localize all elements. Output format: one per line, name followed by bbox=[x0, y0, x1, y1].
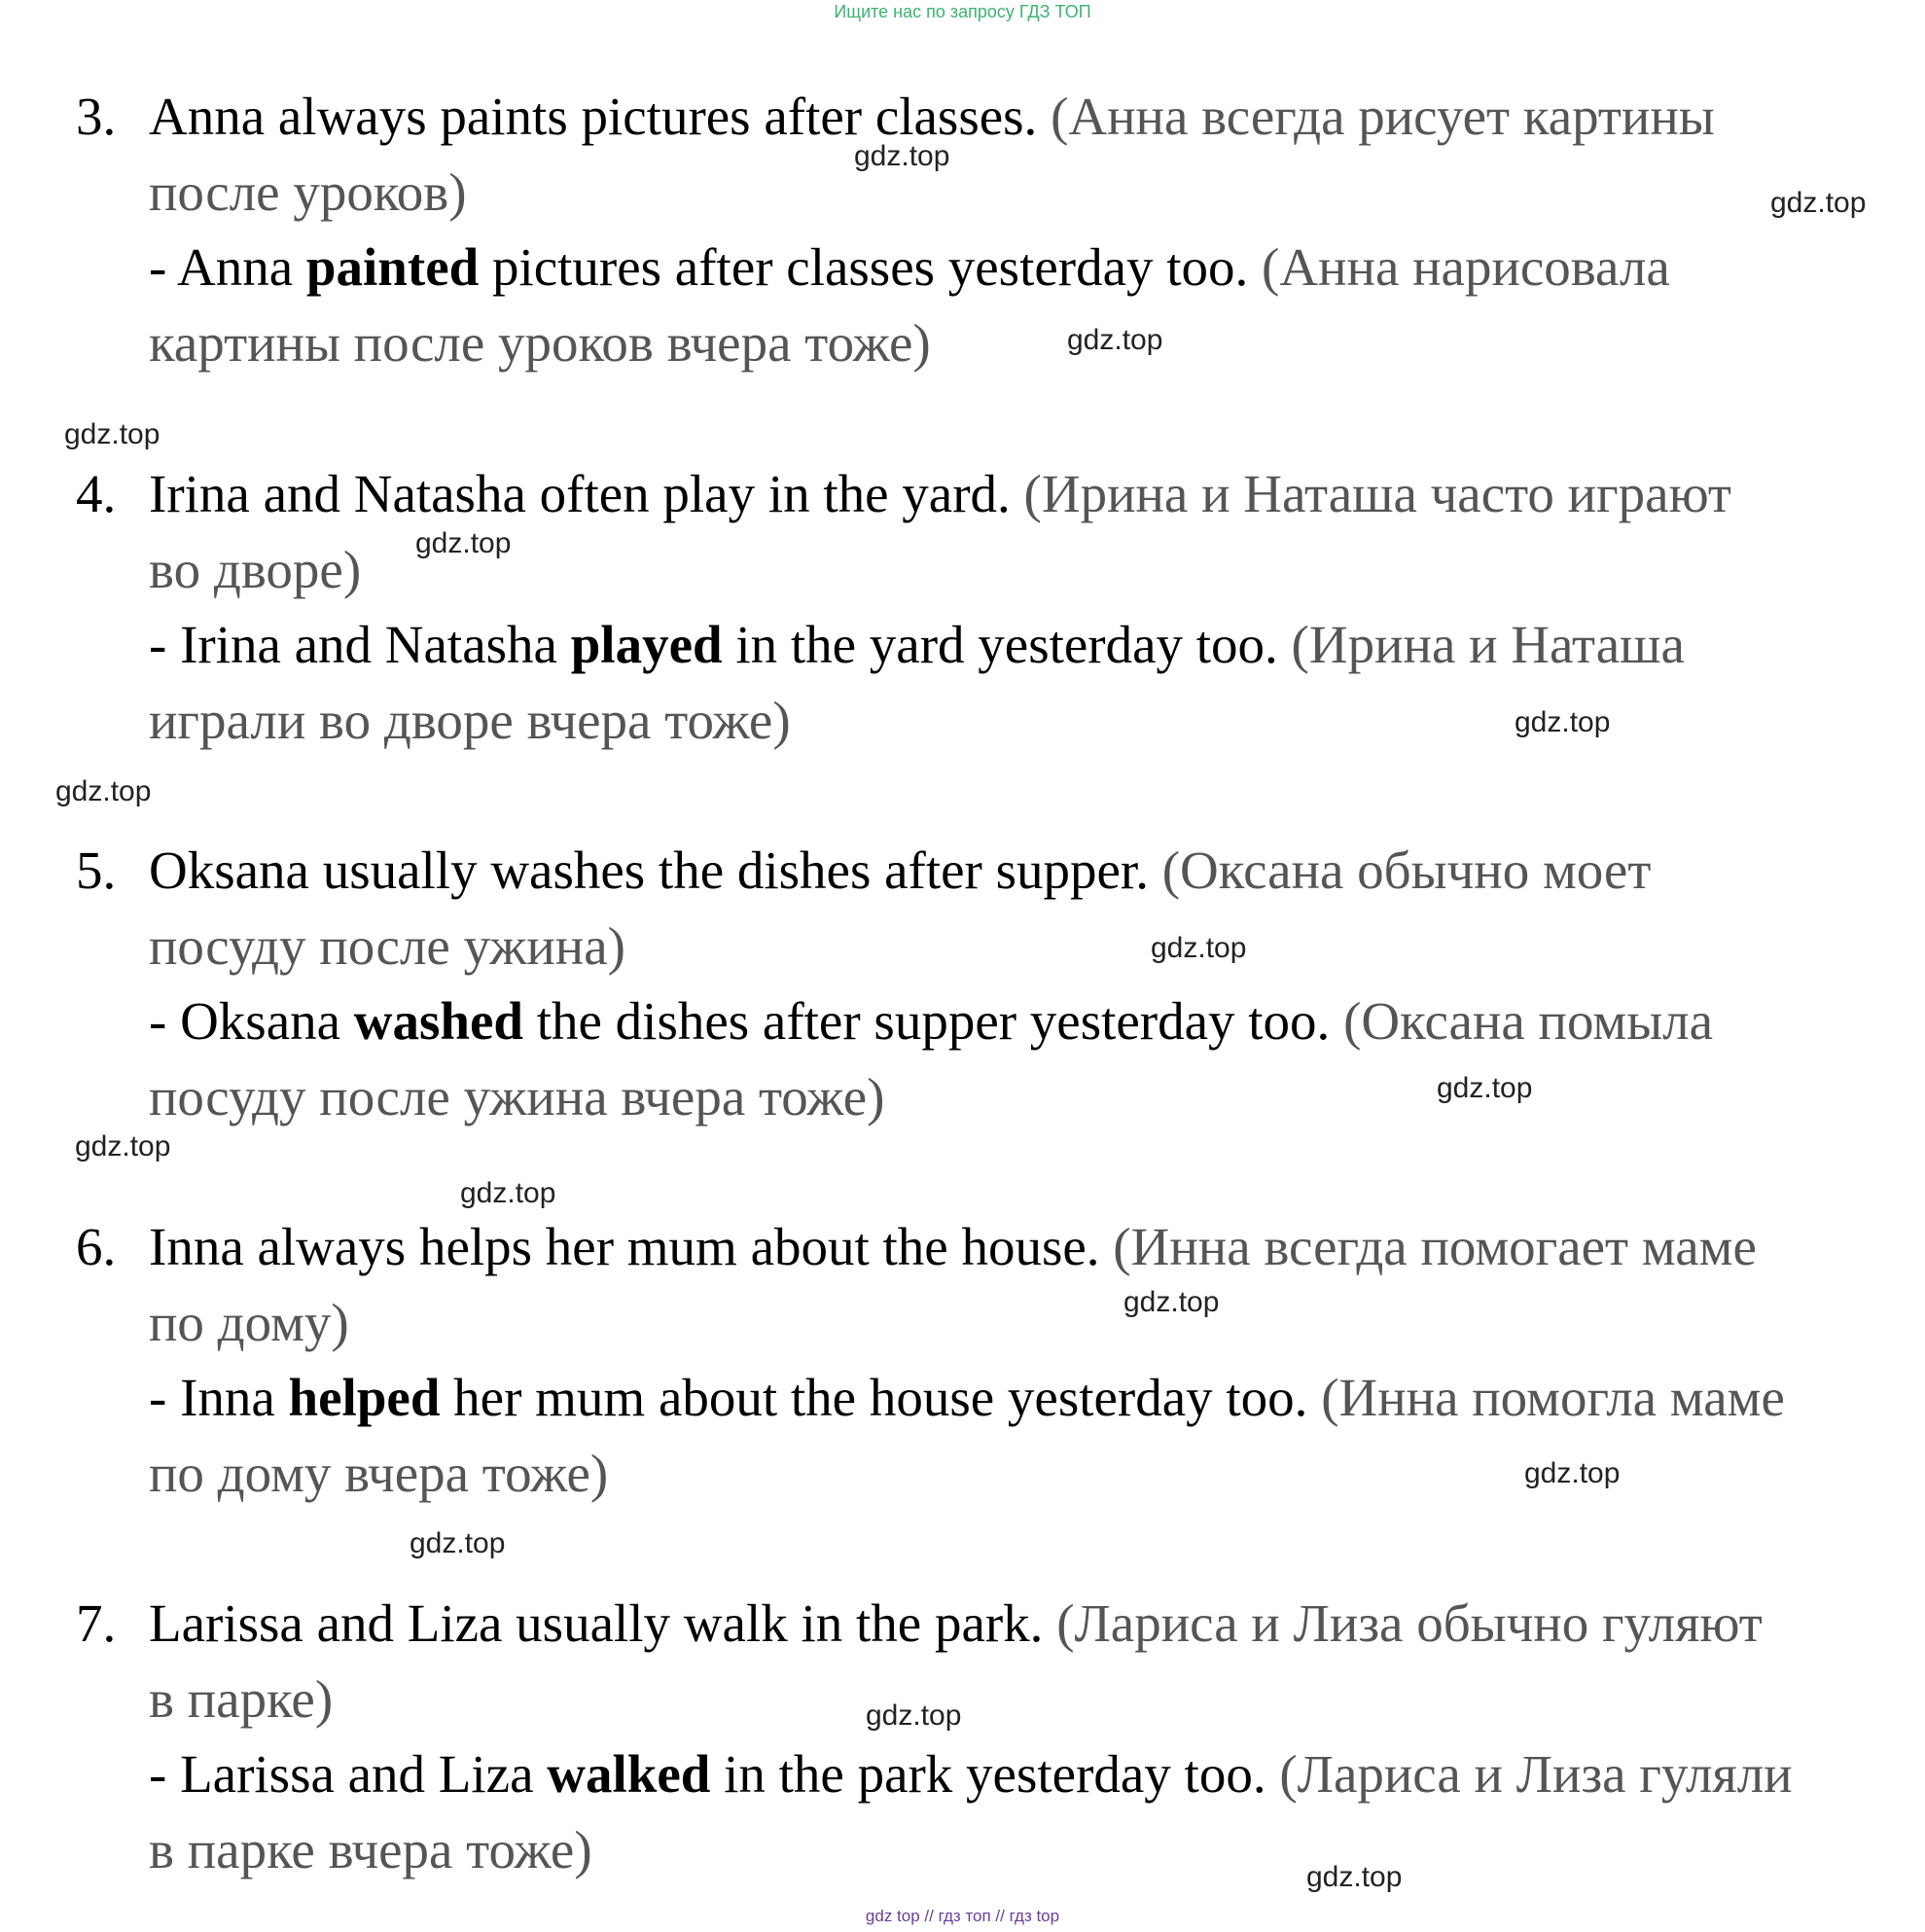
item-number: 6. bbox=[76, 1217, 117, 1276]
sentence-line-1: Irina and Natasha often play in the yard. (Ирина и Наташа часто играют bbox=[149, 464, 1731, 523]
answer-verb: painted bbox=[305, 237, 480, 297]
answer-line-2: посуду после ужина вчера тоже) bbox=[149, 1067, 885, 1127]
item-number: 7. bbox=[76, 1593, 117, 1653]
sentence-line-2: после уроков) bbox=[149, 162, 467, 222]
watermark: gdz.top bbox=[415, 527, 512, 559]
watermark: gdz.top bbox=[1770, 187, 1867, 219]
answer-line-2: в парке вчера тоже) bbox=[149, 1820, 592, 1879]
sentence-line-1: Oksana usually washes the dishes after supper. (Оксана обычно моет bbox=[149, 841, 1652, 900]
watermark: gdz.top bbox=[854, 140, 950, 172]
sentence-line-1: Larissa and Liza usually walk in the park. (Лариса и Лиза обычно гуляют bbox=[149, 1593, 1763, 1653]
answer-line-1: - Inna helped her mum about the house yesterday too. (Инна помогла маме bbox=[149, 1368, 1785, 1427]
answer-line-2: по дому вчера тоже) bbox=[149, 1444, 609, 1503]
answer-verb: walked bbox=[547, 1744, 711, 1804]
watermark: gdz.top bbox=[1151, 932, 1247, 964]
top-banner: Ищите нас по запросу ГДЗ ТОП bbox=[834, 2, 1091, 21]
answer-line-1: - Anna painted pictures after classes yesterday too. (Анна нарисовала bbox=[149, 237, 1670, 297]
sentence-line-2: по дому) bbox=[149, 1293, 349, 1352]
watermark: gdz.top bbox=[55, 775, 152, 807]
watermark: gdz.top bbox=[1524, 1457, 1621, 1489]
item-number: 4. bbox=[76, 464, 117, 523]
watermark: gdz.top bbox=[64, 418, 160, 450]
watermark: gdz.top bbox=[1437, 1072, 1533, 1104]
watermark: gdz.top bbox=[1306, 1861, 1403, 1893]
watermark: gdz.top bbox=[1067, 324, 1163, 356]
answer-line-1: - Larissa and Liza walked in the park yesterday too. (Лариса и Лиза гуляли bbox=[149, 1744, 1793, 1804]
answer-verb: helped bbox=[288, 1368, 441, 1427]
sentence-line-2: посуду после ужина) bbox=[149, 916, 625, 976]
answer-verb: washed bbox=[353, 991, 523, 1051]
footer: gdz top // гдз топ // гдз top bbox=[865, 1907, 1060, 1925]
sentence-line-2: во дворе) bbox=[149, 540, 362, 599]
item-number: 3. bbox=[76, 87, 117, 146]
watermark: gdz.top bbox=[460, 1177, 556, 1209]
sentence-line-1: Inna always helps her mum about the house. (Инна всегда помогает маме bbox=[149, 1217, 1757, 1276]
answer-line-2: картины после уроков вчера тоже) bbox=[149, 313, 931, 373]
answer-verb: played bbox=[570, 615, 723, 674]
answer-line-1: - Oksana washed the dishes after supper yesterday too. (Оксана помыла bbox=[149, 991, 1714, 1051]
sentence-line-1: Anna always paints pictures after classes. (Анна всегда рисует картины bbox=[149, 87, 1715, 146]
watermark: gdz.top bbox=[866, 1699, 962, 1732]
sentence-line-2: в парке) bbox=[149, 1669, 334, 1729]
item-number: 5. bbox=[76, 841, 117, 900]
watermark: gdz.top bbox=[1123, 1286, 1220, 1318]
watermark: gdz.top bbox=[410, 1527, 506, 1559]
answer-line-2: играли во дворе вчера тоже) bbox=[149, 691, 791, 750]
watermark: gdz.top bbox=[75, 1130, 171, 1163]
watermark: gdz.top bbox=[1515, 706, 1611, 738]
answer-line-1: - Irina and Natasha played in the yard yesterday too. (Ирина и Наташа bbox=[149, 615, 1685, 674]
